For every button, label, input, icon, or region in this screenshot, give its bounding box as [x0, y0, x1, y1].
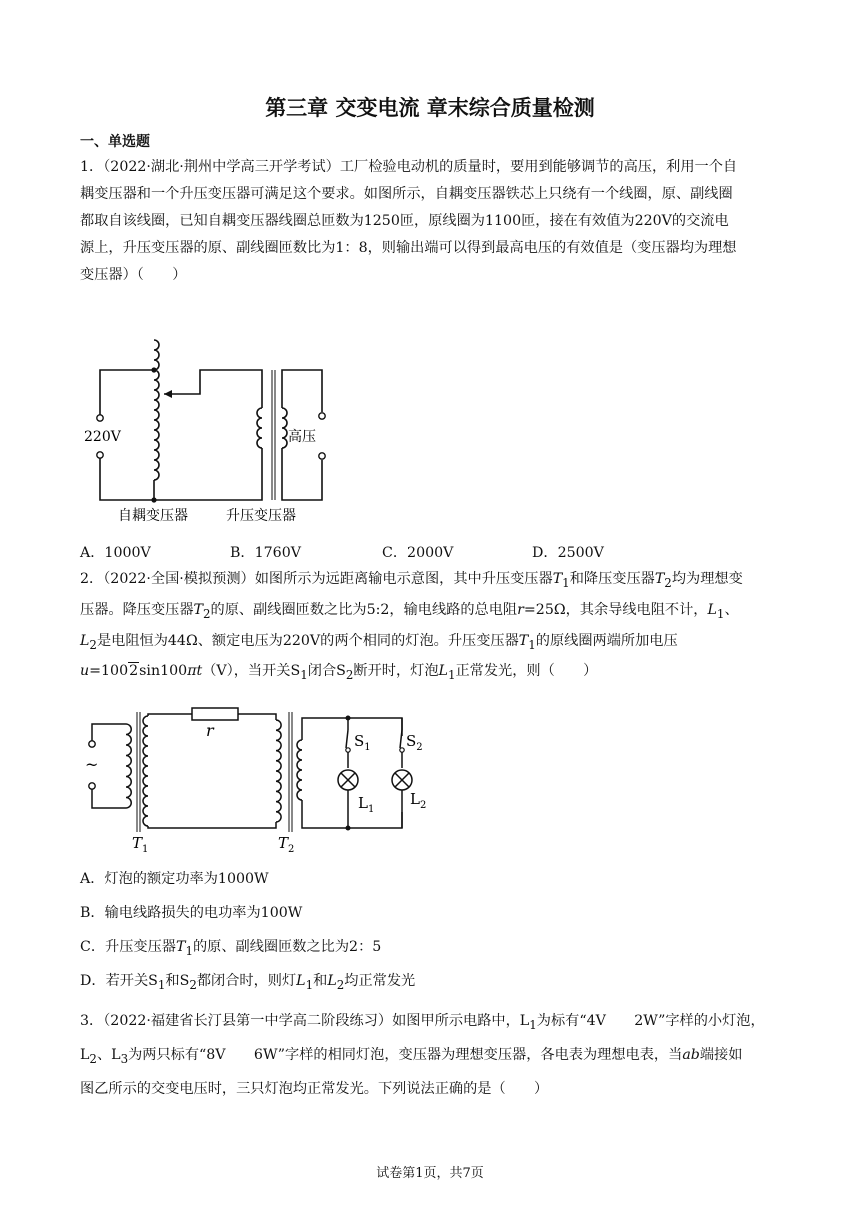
- primary-coil: [257, 408, 262, 448]
- t2-secondary-coil: [297, 740, 302, 800]
- terminal-icon: [89, 783, 95, 789]
- sqrt-symbol: 2: [129, 663, 139, 680]
- label-t1: $T_1$: [132, 834, 149, 855]
- slider-wire: [164, 370, 262, 408]
- q1-line: 1．（2022·湖北·荆州中学高三开学考试）工厂检验电动机的质量时，要用到能够调节的高压，利用一个自: [80, 159, 738, 175]
- q2-line-3: $L_2$是电阻恒为44Ω、额定电压为220V的两个相同的灯泡。升压变压器$T_1$的原线圈两端所加电压: [80, 632, 678, 652]
- question-1-options: [80, 542, 780, 566]
- input-wire-bottom: [100, 455, 154, 500]
- label-high-voltage: 高压: [288, 429, 316, 445]
- bottom-wire: [154, 448, 262, 500]
- terminal-icon: [319, 413, 325, 419]
- q1-line: 变压器）（ ）: [80, 267, 187, 283]
- q1-line: 都取自该线圈，已知自耦变压器线圈总匝数为1250匝，原线圈为1100匝，接在有效值为220V的交流电: [80, 213, 729, 229]
- q2-option-c: C．升压变压器$T_1$的原、副线圈匝数之比为2：5: [80, 939, 382, 958]
- ac-source-symbol: ~: [85, 755, 99, 774]
- secondary-coil: [282, 408, 287, 448]
- t2-primary-coil: [276, 720, 281, 822]
- label-l2: $L_2$: [410, 790, 427, 811]
- label-220v: 220V: [84, 429, 121, 445]
- question-2-stem: [80, 566, 780, 689]
- question-1-stem: [80, 154, 780, 289]
- label-r: r: [206, 721, 214, 740]
- q3-line-1: 3．（2022·福建省长汀县第一中学高二阶段练习）如图甲所示电路中，$L_1$为标有“4V 2W”字样的小灯泡，: [80, 1013, 765, 1032]
- switch-s2: [400, 730, 402, 748]
- page-title: 第三章 交变电流 章末综合质量检测: [265, 96, 595, 120]
- option-b: B．1760V: [230, 545, 301, 561]
- terminal-icon: [97, 452, 103, 458]
- input-wire-top: [100, 370, 154, 418]
- question-3-stem: [80, 1006, 800, 1104]
- section-heading: 一、单选题: [80, 134, 150, 150]
- terminal-icon: [97, 415, 103, 421]
- label-stepup-transformer: 升压变压器: [226, 508, 296, 524]
- q1-circuit-figure: [80, 330, 340, 530]
- q2-line-1: 2．（2022·全国·模拟预测）如图所示为远距离输电示意图，其中升压变压器$T_1$和降压变压器$T_2$均为理想变: [80, 571, 743, 590]
- terminal-icon: [89, 741, 95, 747]
- label-s2: $S_2$: [406, 732, 423, 753]
- switch-s1: [346, 730, 348, 748]
- label-t2: $T_2$: [278, 834, 295, 855]
- label-s1: $S_1$: [354, 732, 371, 753]
- q1-line: 耦变压器和一个升压变压器可满足这个要求。如图所示，自耦变压器铁芯上只绕有一个线圈，原、副线圈: [80, 186, 733, 202]
- autotransformer-coil: [154, 340, 159, 480]
- option-a: A．1000V: [80, 545, 151, 561]
- q2-option-a: A．灯泡的额定功率为1000W: [80, 871, 269, 887]
- q2-line-4: u=1002sin100πt（V），当开关$S_1$闭合$S_2$断开时，灯泡$L_1$正常发光，则（ ）: [80, 663, 598, 683]
- label-l1: $L_1$: [358, 794, 375, 815]
- label-autotransformer: 自耦变压器: [118, 508, 188, 524]
- q1-line: 源上，升压变压器的原、副线圈匝数比为1：8，则输出端可以得到最高电压的有效值是（变压器均为理想: [80, 240, 737, 256]
- terminal-icon: [319, 453, 325, 459]
- q2-circuit-figure: [80, 704, 440, 858]
- q2-option-d: D．若开关$S_1$和$S_2$都闭合时，则灯$L_1$和$L_2$均正常发光: [80, 973, 416, 992]
- slider-arrow-icon: [164, 390, 172, 398]
- q3-line-3: 图乙所示的交变电压时，三只灯泡均正常发光。下列说法正确的是（ ）: [80, 1080, 549, 1097]
- q2-line-2: 压器。降压变压器$T_2$的原、副线圈匝数之比为5:2，输电线路的总电阻r=25Ω，其余导线电阻不计，$L_1$、: [80, 601, 739, 621]
- page-footer: 试卷第1页，共7页: [376, 1166, 484, 1181]
- option-d: D．2500V: [532, 545, 604, 561]
- q3-line-2: $L_2$、$L_3$为两只标有“8V 6W”字样的相同灯泡，变压器为理想变压器，各电表为理想电表，当ab端接如: [80, 1046, 743, 1066]
- option-c: C．2000V: [382, 545, 454, 561]
- q2-option-b: B．输电线路损失的电功率为100W: [80, 905, 303, 921]
- resistor-r: [192, 708, 238, 720]
- t1-secondary-coil: [143, 716, 148, 826]
- t1-primary-coil: [126, 724, 131, 808]
